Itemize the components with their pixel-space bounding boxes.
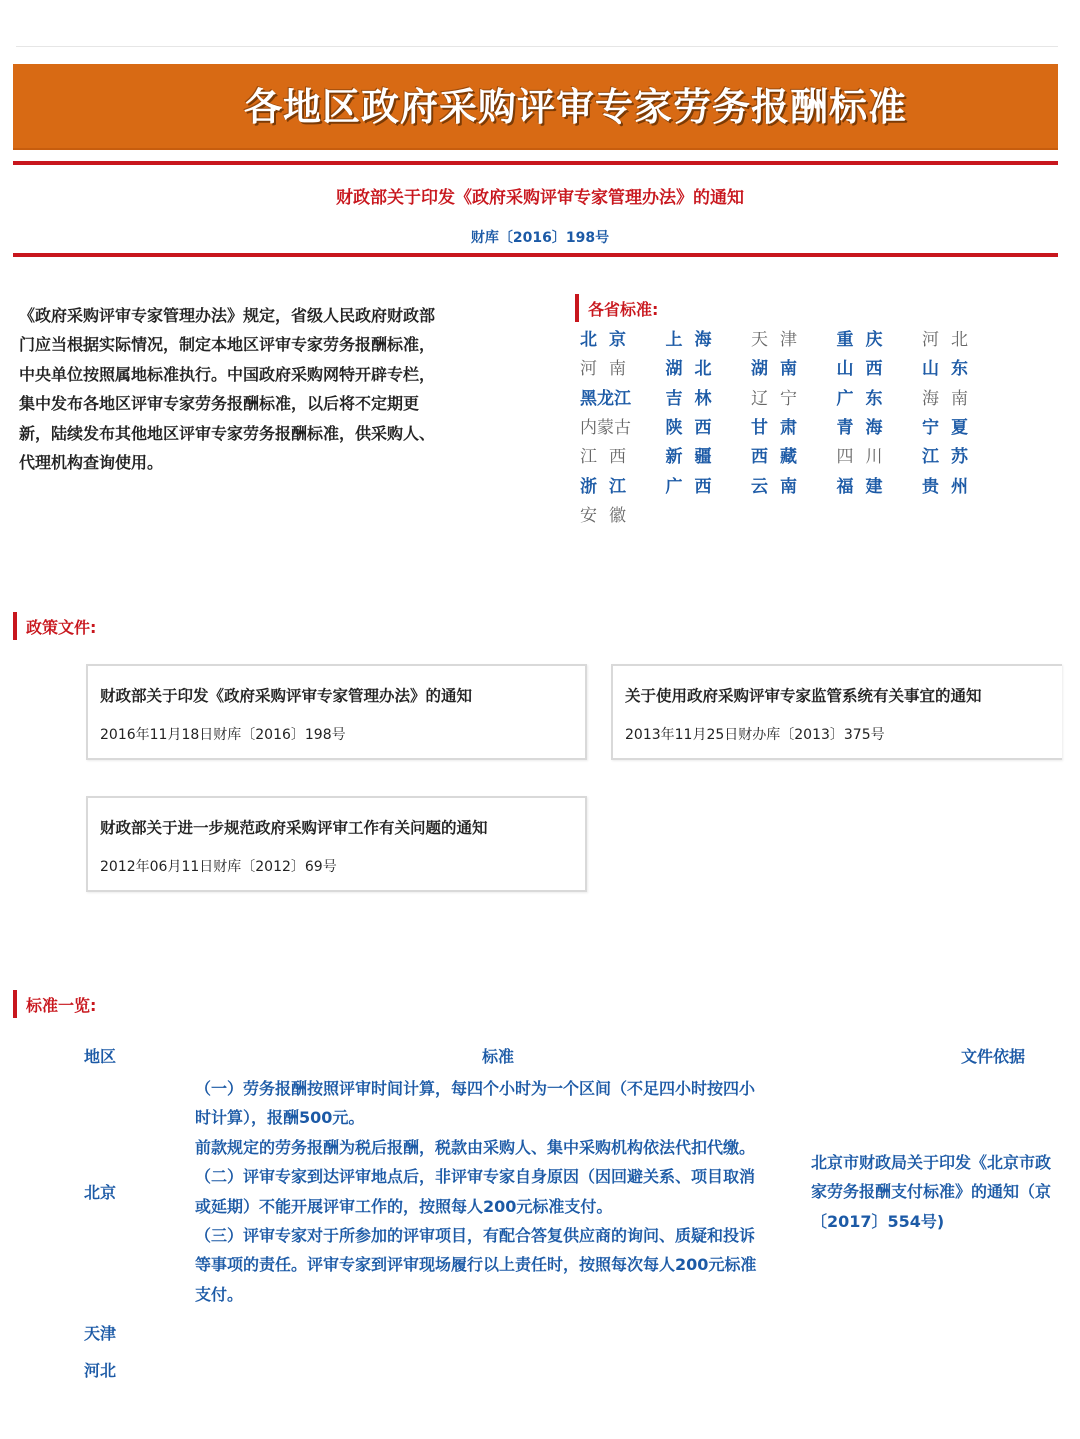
province-link[interactable]: 海南 xyxy=(922,388,980,409)
province-link[interactable]: 天津 xyxy=(751,330,809,350)
province-link[interactable]: 贵州 xyxy=(922,476,980,497)
intro-line: 新，陆续发布其他地区评审专家劳务报酬标准，供采购人、 xyxy=(19,423,436,443)
heading-bar xyxy=(575,294,579,322)
policy-card-title[interactable]: 财政部关于印发《政府采购评审专家管理办法》的通知 xyxy=(100,687,473,705)
province-link[interactable]: 山西 xyxy=(836,359,895,380)
policy-card[interactable] xyxy=(86,796,587,892)
header-banner xyxy=(13,64,1058,150)
province-link[interactable]: 上海 xyxy=(665,330,724,350)
policy-card-title[interactable]: 关于使用政府采购评审专家监管系统有关事宜的通知 xyxy=(625,687,982,705)
notice-doc-number: 财库〔2016〕198号 xyxy=(470,230,610,246)
policy-heading xyxy=(13,612,96,640)
standard-line: 时计算），报酬500元。 xyxy=(195,1108,365,1128)
heading-bar xyxy=(13,990,17,1018)
standards-heading xyxy=(13,990,96,1018)
province-link[interactable]: 重庆 xyxy=(836,330,895,350)
province-link[interactable]: 内蒙古 xyxy=(580,417,631,438)
basis-line[interactable]: 北京市财政局关于印发《北京市政 xyxy=(811,1153,1052,1172)
provinces-heading xyxy=(575,294,658,322)
policy-heading-label: 政策文件: xyxy=(26,617,97,637)
province-link[interactable]: 宁夏 xyxy=(922,417,980,438)
province-link[interactable]: 云南 xyxy=(751,476,809,497)
intro-line: 中央单位按照属地标准执行。中国政府采购网特开辟专栏， xyxy=(19,364,436,384)
basis-line[interactable]: 〔2017〕554号) xyxy=(811,1211,945,1231)
standard-line: （一）劳务报酬按照评审时间计算，每四个小时为一个区间（不足四小时按四小 xyxy=(195,1079,756,1098)
province-link[interactable]: 山东 xyxy=(922,359,980,380)
standard-line: 或延期）不能开展评审工作的，按照每人200元标准支付。 xyxy=(195,1196,613,1216)
province-link[interactable]: 安徽 xyxy=(580,505,638,526)
standard-line: （二）评审专家到达评审地点后，非评审专家自身原因（因回避关系、项目取消 xyxy=(195,1167,756,1187)
province-link[interactable]: 江苏 xyxy=(922,447,980,468)
intro-paragraph xyxy=(19,301,479,477)
province-link[interactable]: 广东 xyxy=(836,388,895,409)
region-hebei: 河北 xyxy=(84,1361,117,1380)
policy-card-date: 2016年11月18日财库〔2016〕198号 xyxy=(100,727,346,743)
region-tianjin: 天津 xyxy=(84,1324,117,1343)
red-divider-top xyxy=(13,161,1058,165)
province-link[interactable]: 青海 xyxy=(836,417,895,438)
province-link[interactable]: 四川 xyxy=(836,447,895,468)
policy-card[interactable] xyxy=(611,664,1062,760)
province-link[interactable]: 江西 xyxy=(580,447,638,468)
standard-line: 支付。 xyxy=(195,1284,244,1304)
province-link[interactable]: 浙江 xyxy=(580,476,638,497)
standard-line: 等事项的责任。评审专家到评审现场履行以上责任时，按照每次每人200元标准 xyxy=(195,1255,757,1275)
basis-line[interactable]: 家劳务报酬支付标准》的通知（京 xyxy=(811,1182,1052,1202)
beijing-basis-link[interactable] xyxy=(811,1148,1080,1236)
province-link[interactable]: 甘肃 xyxy=(751,417,809,438)
province-link[interactable]: 辽宁 xyxy=(751,388,809,409)
provinces-heading-label: 各省标准: xyxy=(588,299,659,319)
province-link[interactable]: 广西 xyxy=(665,476,724,497)
standards-heading-label: 标准一览: xyxy=(26,995,97,1015)
province-link[interactable]: 北京 xyxy=(580,330,638,350)
standard-line: （三）评审专家对于所参加的评审项目，有配合答复供应商的询问、质疑和投诉 xyxy=(195,1226,756,1246)
intro-line: 门应当根据实际情况，制定本地区评审专家劳务报酬标准， xyxy=(19,335,436,355)
intro-line: 《政府采购评审专家管理办法》规定，省级人民政府财政部 xyxy=(19,306,436,325)
province-link[interactable]: 河北 xyxy=(922,330,980,350)
policy-card[interactable] xyxy=(86,664,587,760)
column-header-standard: 标准 xyxy=(482,1047,515,1066)
province-link[interactable]: 湖南 xyxy=(751,359,809,380)
red-divider-bottom xyxy=(13,253,1058,257)
province-link[interactable]: 西藏 xyxy=(751,447,809,468)
intro-line: 集中发布各地区评审专家劳务报酬标准，以后将不定期更 xyxy=(19,394,420,414)
standard-line: 前款规定的劳务报酬为税后报酬，税款由采购人、集中采购机构依法代扣代缴。 xyxy=(195,1137,756,1157)
beijing-standard xyxy=(195,1074,800,1309)
column-header-region: 地区 xyxy=(84,1047,117,1066)
notice-title-link[interactable]: 财政部关于印发《政府采购评审专家管理办法》的通知 xyxy=(336,188,744,208)
province-link[interactable]: 新疆 xyxy=(665,447,724,468)
intro-line: 代理机构查询使用。 xyxy=(19,453,164,473)
policy-card-date: 2013年11月25日财办库〔2013〕375号 xyxy=(625,727,885,743)
province-link[interactable]: 湖北 xyxy=(665,359,724,380)
top-divider xyxy=(16,46,1058,47)
banner-title: 各地区政府采购评审专家劳务报酬标准 xyxy=(243,85,907,129)
column-header-basis: 文件依据 xyxy=(961,1047,1026,1066)
heading-bar xyxy=(13,612,17,640)
province-link[interactable]: 黑龙江 xyxy=(580,388,631,409)
province-link[interactable]: 河南 xyxy=(580,359,638,380)
policy-card-date: 2012年06月11日财库〔2012〕69号 xyxy=(100,859,337,875)
policy-card-title[interactable]: 财政部关于进一步规范政府采购评审工作有关问题的通知 xyxy=(100,819,488,837)
province-link[interactable]: 陕西 xyxy=(665,417,724,438)
province-link[interactable]: 吉林 xyxy=(665,388,724,409)
province-link[interactable]: 福建 xyxy=(836,476,895,497)
region-beijing: 北京 xyxy=(84,1183,117,1202)
